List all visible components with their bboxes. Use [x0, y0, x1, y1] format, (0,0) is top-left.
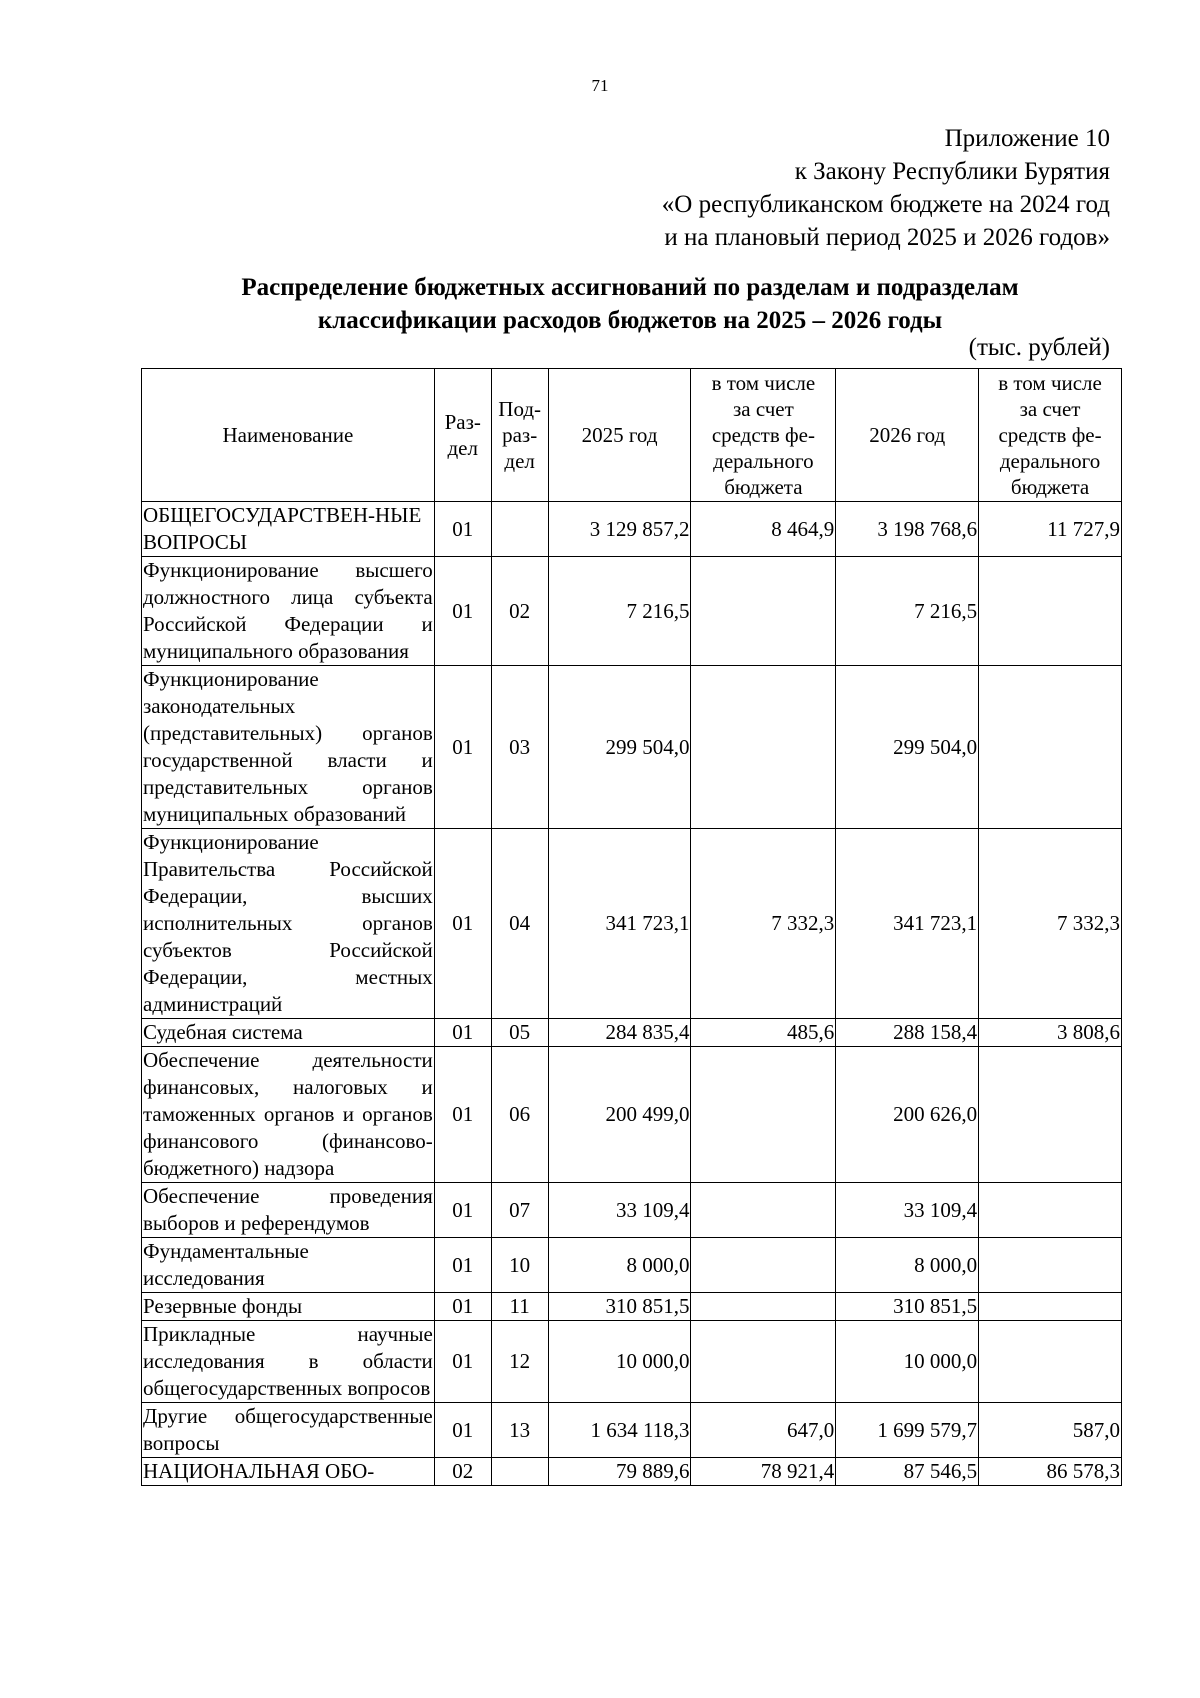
- appendix-line-2: к Закону Республики Бурятия: [794, 158, 1110, 185]
- row-fed-2025: 647,0: [691, 1403, 836, 1458]
- header-fed-2026: в том числе за счет средств фе- дерального бюджета: [979, 369, 1122, 502]
- row-fed-2025: [691, 1047, 836, 1183]
- row-fed-2026: [979, 1238, 1122, 1293]
- table-row: [142, 557, 1122, 666]
- row-2026: 288 158,4: [836, 1019, 979, 1047]
- row-name: Функционирование законодательных (представительных) органов государственной власти и представительных органов муниципальных образований: [142, 666, 435, 829]
- row-section: 01: [434, 829, 491, 1019]
- row-name: Функционирование Правительства Российской Федерации, высших исполнительных органов субъектов Российской Федерации, местных администраций: [142, 829, 435, 1019]
- table-row: [142, 1183, 1122, 1238]
- row-fed-2026: [979, 666, 1122, 829]
- row-2026: 87 546,5: [836, 1458, 979, 1486]
- row-2026: 7 216,5: [836, 557, 979, 666]
- row-fed-2025: [691, 557, 836, 666]
- table-row: [142, 1321, 1122, 1403]
- appendix-line-1: Приложение 10: [944, 125, 1110, 152]
- header-2026: 2026 год: [836, 369, 979, 502]
- row-2026: 310 851,5: [836, 1293, 979, 1321]
- row-2025: 200 499,0: [548, 1047, 691, 1183]
- row-2025: 299 504,0: [548, 666, 691, 829]
- row-2026: 341 723,1: [836, 829, 979, 1019]
- title-line-1: Распределение бюджетных ассигнований по разделам и подразделам: [241, 274, 1019, 301]
- row-2025: 10 000,0: [548, 1321, 691, 1403]
- row-section: 01: [434, 1238, 491, 1293]
- row-fed-2026: 587,0: [979, 1403, 1122, 1458]
- row-2025: 3 129 857,2: [548, 502, 691, 557]
- header-section: Раз- дел: [434, 369, 491, 502]
- appendix-block: [662, 122, 1110, 254]
- table-row: [142, 1019, 1122, 1047]
- row-2026: 8 000,0: [836, 1238, 979, 1293]
- row-subsection: 07: [491, 1183, 548, 1238]
- header-name: Наименование: [142, 369, 435, 502]
- row-fed-2026: 11 727,9: [979, 502, 1122, 557]
- row-subsection: 06: [491, 1047, 548, 1183]
- row-2025: 8 000,0: [548, 1238, 691, 1293]
- row-fed-2026: [979, 1047, 1122, 1183]
- row-2025: 33 109,4: [548, 1183, 691, 1238]
- row-fed-2025: 7 332,3: [691, 829, 836, 1019]
- row-fed-2025: [691, 1238, 836, 1293]
- row-section: 01: [434, 1293, 491, 1321]
- table-row: [142, 1047, 1122, 1183]
- row-2025: 79 889,6: [548, 1458, 691, 1486]
- row-2025: 7 216,5: [548, 557, 691, 666]
- page-number: 71: [591, 76, 609, 95]
- table-row: [142, 502, 1122, 557]
- row-subsection: 02: [491, 557, 548, 666]
- document-title: [140, 271, 1120, 337]
- row-section: 01: [434, 557, 491, 666]
- row-section: 01: [434, 1019, 491, 1047]
- row-fed-2026: 3 808,6: [979, 1019, 1122, 1047]
- appendix-line-4: и на плановый период 2025 и 2026 годов»: [664, 224, 1110, 251]
- row-name: Фундаментальные исследования: [142, 1238, 435, 1293]
- row-subsection: [491, 1458, 548, 1486]
- row-fed-2025: [691, 1183, 836, 1238]
- row-2026: 299 504,0: [836, 666, 979, 829]
- row-subsection: 05: [491, 1019, 548, 1047]
- row-fed-2025: 78 921,4: [691, 1458, 836, 1486]
- table-row: [142, 1293, 1122, 1321]
- row-name: Функционирование высшего должностного лица субъекта Российской Федерации и муниципального образования: [142, 557, 435, 666]
- row-fed-2025: [691, 666, 836, 829]
- row-2026: 3 198 768,6: [836, 502, 979, 557]
- row-2025: 284 835,4: [548, 1019, 691, 1047]
- table-row: [142, 829, 1122, 1019]
- table-row: [142, 1238, 1122, 1293]
- row-fed-2025: [691, 1293, 836, 1321]
- row-subsection: 13: [491, 1403, 548, 1458]
- row-section: 01: [434, 1183, 491, 1238]
- row-subsection: 04: [491, 829, 548, 1019]
- row-2026: 10 000,0: [836, 1321, 979, 1403]
- row-name: Обеспечение проведения выборов и референдумов: [142, 1183, 435, 1238]
- row-subsection: 11: [491, 1293, 548, 1321]
- row-name: Обеспечение деятельности финансовых, налоговых и таможенных органов и органов финансового (финансово-бюджетного) надзора: [142, 1047, 435, 1183]
- table-row: [142, 666, 1122, 829]
- row-name: Прикладные научные исследования в области общегосударственных вопросов: [142, 1321, 435, 1403]
- row-section: 02: [434, 1458, 491, 1486]
- row-2026: 1 699 579,7: [836, 1403, 979, 1458]
- row-section: 01: [434, 502, 491, 557]
- row-fed-2026: 86 578,3: [979, 1458, 1122, 1486]
- row-fed-2026: [979, 1293, 1122, 1321]
- header-2025: 2025 год: [548, 369, 691, 502]
- row-name: НАЦИОНАЛЬНАЯ ОБО-: [142, 1458, 435, 1486]
- title-line-2: классификации расходов бюджетов на 2025 – 2026 годы: [317, 307, 943, 334]
- row-2025: 341 723,1: [548, 829, 691, 1019]
- row-name: Другие общегосударственные вопросы: [142, 1403, 435, 1458]
- row-subsection: [491, 502, 548, 557]
- row-fed-2026: 7 332,3: [979, 829, 1122, 1019]
- row-fed-2025: 485,6: [691, 1019, 836, 1047]
- budget-table: [141, 368, 1122, 1486]
- row-2026: 33 109,4: [836, 1183, 979, 1238]
- row-fed-2025: [691, 1321, 836, 1403]
- table-header-row: [142, 369, 1122, 502]
- row-fed-2026: [979, 557, 1122, 666]
- units-label: (тыс. рублей): [968, 334, 1110, 361]
- table-row: [142, 1403, 1122, 1458]
- row-2025: 1 634 118,3: [548, 1403, 691, 1458]
- row-fed-2026: [979, 1183, 1122, 1238]
- row-subsection: 10: [491, 1238, 548, 1293]
- row-section: 01: [434, 666, 491, 829]
- row-2025: 310 851,5: [548, 1293, 691, 1321]
- row-section: 01: [434, 1403, 491, 1458]
- row-subsection: 03: [491, 666, 548, 829]
- row-fed-2026: [979, 1321, 1122, 1403]
- row-name: Резервные фонды: [142, 1293, 435, 1321]
- row-2026: 200 626,0: [836, 1047, 979, 1183]
- appendix-line-3: «О республиканском бюджете на 2024 год: [661, 191, 1110, 218]
- table-row: [142, 1458, 1122, 1486]
- row-section: 01: [434, 1321, 491, 1403]
- row-subsection: 12: [491, 1321, 548, 1403]
- row-section: 01: [434, 1047, 491, 1183]
- row-name: ОБЩЕГОСУДАРСТВЕН-НЫЕ ВОПРОСЫ: [142, 502, 435, 557]
- header-fed-2025: в том числе за счет средств фе- дерального бюджета: [691, 369, 836, 502]
- row-fed-2025: 8 464,9: [691, 502, 836, 557]
- row-name: Судебная система: [142, 1019, 435, 1047]
- header-subsection: Под- раз- дел: [491, 369, 548, 502]
